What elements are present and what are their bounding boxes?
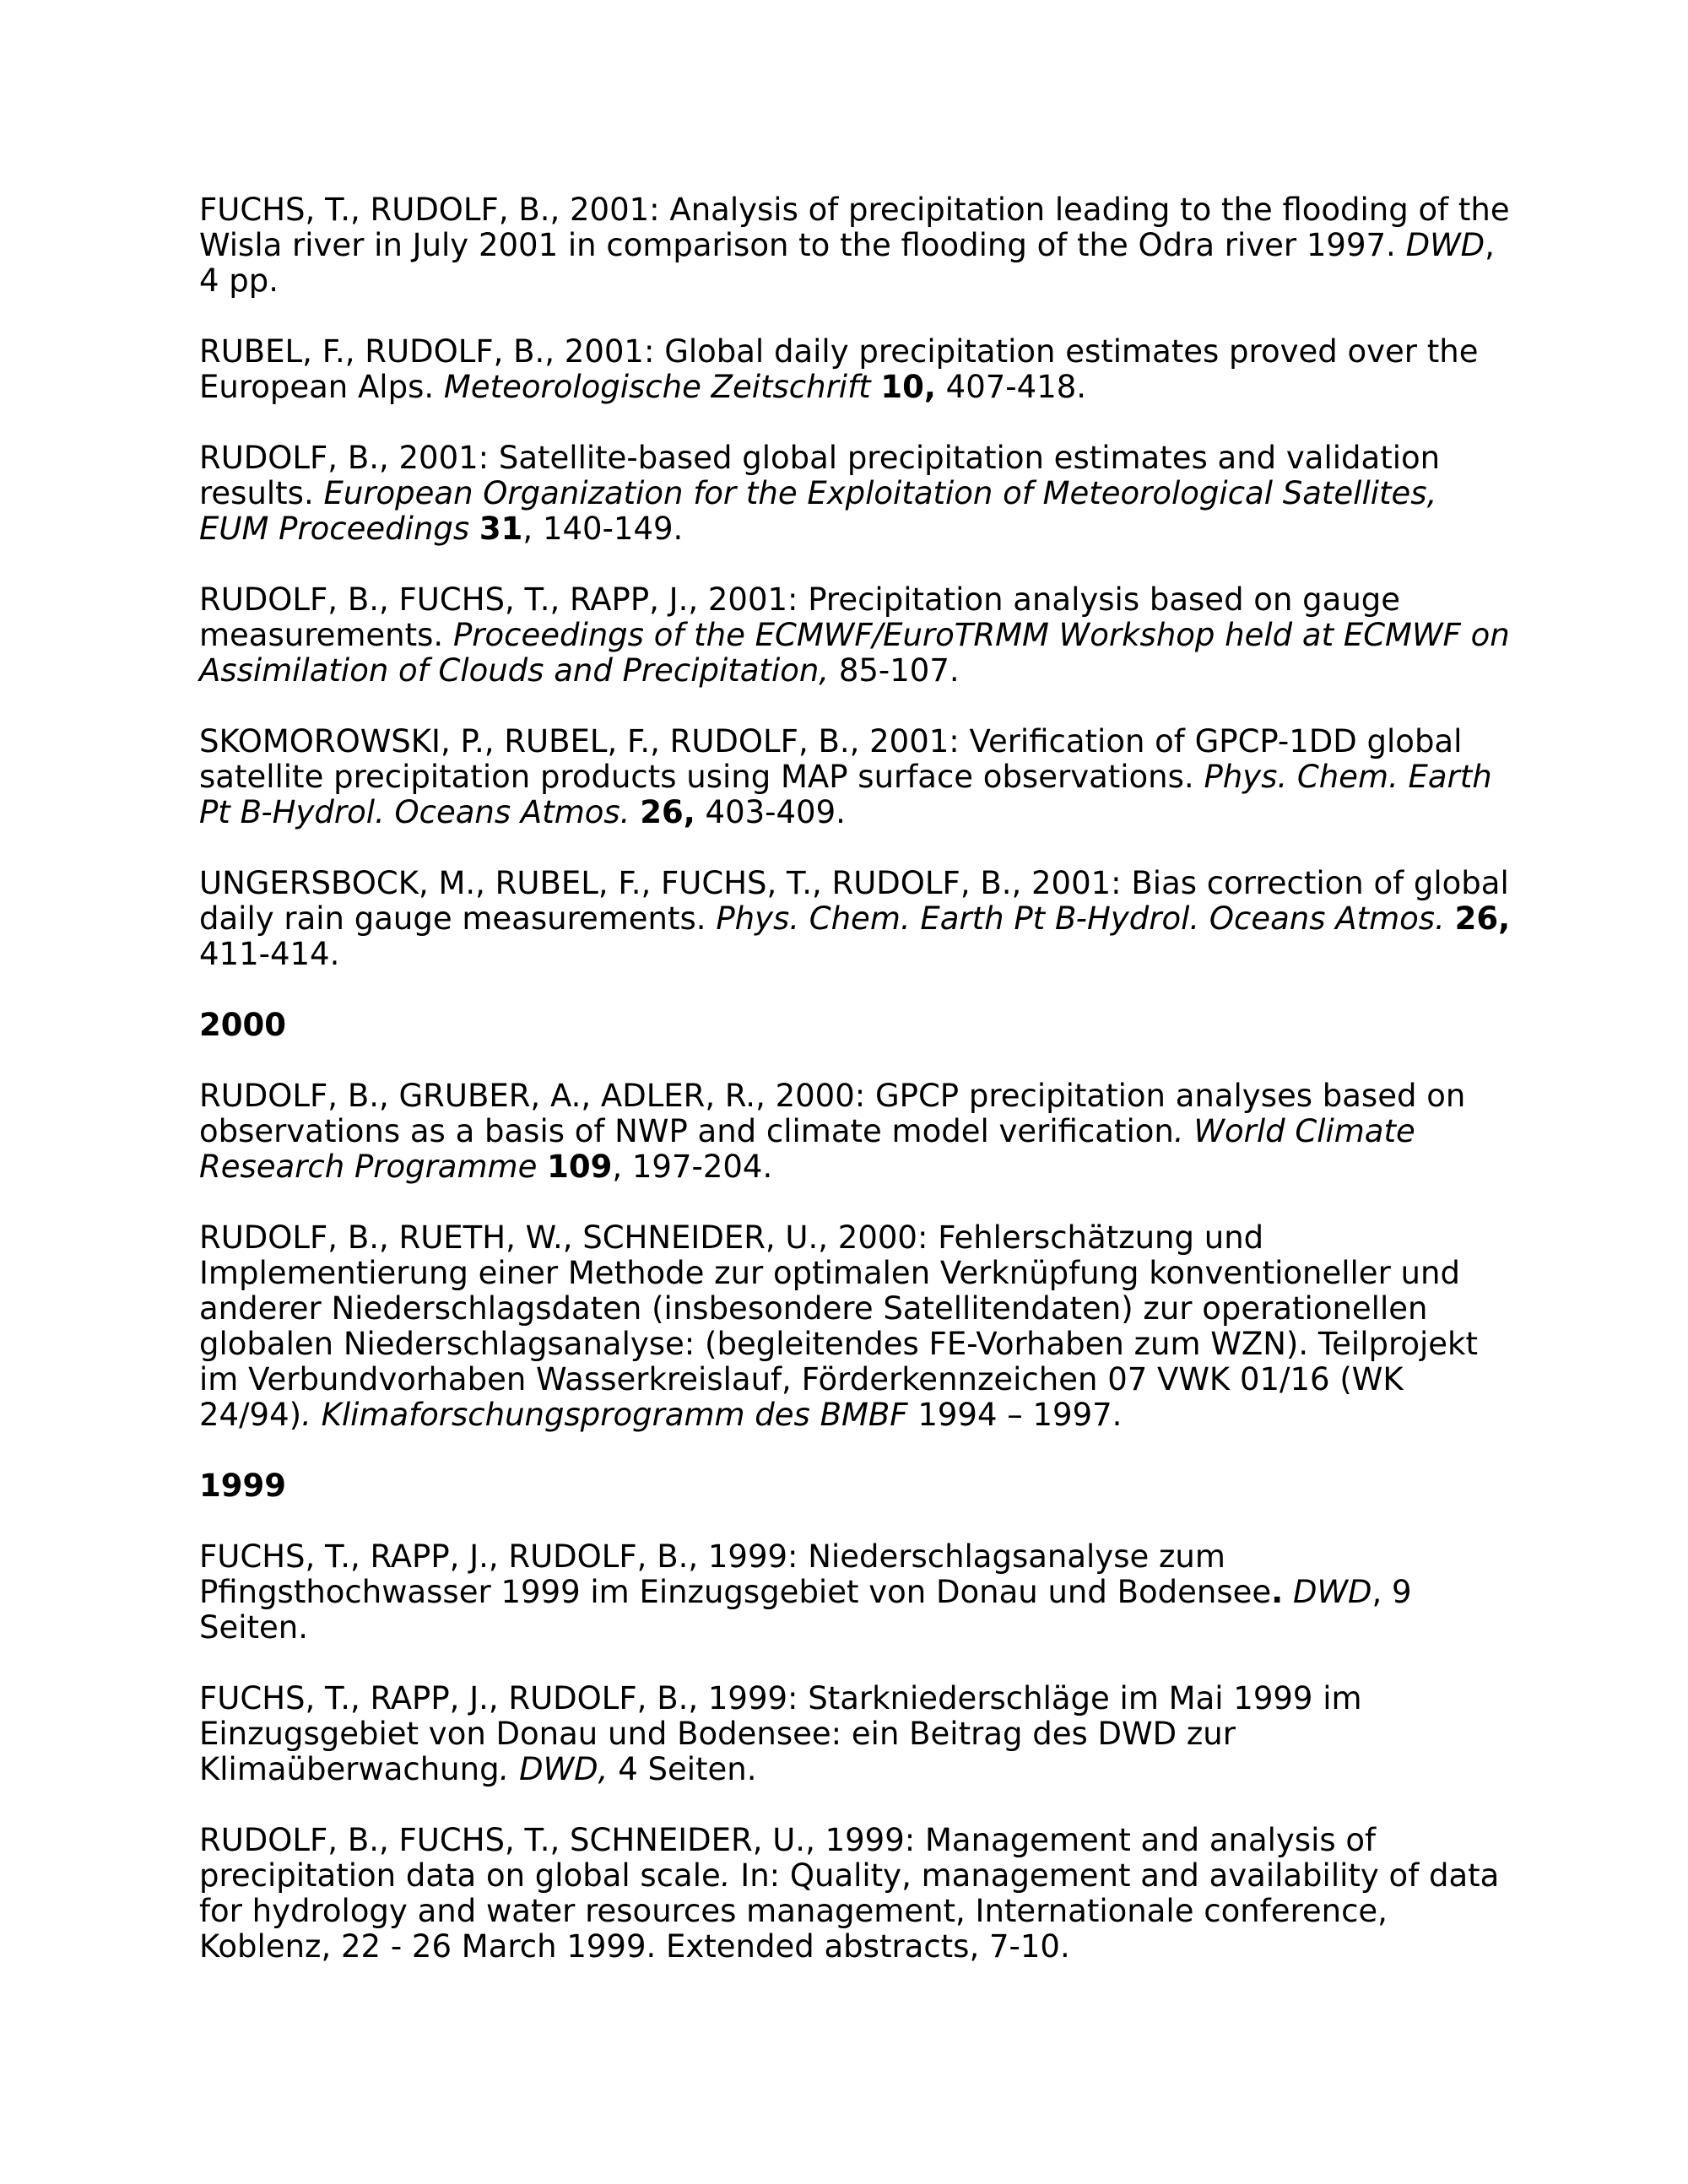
volume-number: 109 xyxy=(547,1149,613,1185)
journal-title: Phys. Chem. Earth Pt B-Hydrol. Oceans Atmos. xyxy=(716,900,1445,937)
reference-text: FUCHS, T., RAPP, J., RUDOLF, B., 1999: Starkniederschläge im Mai 1999 im Einzugsgebiet von Donau und Bodensee: ein Beitrag des DWD zur Klimaüberwachung xyxy=(199,1680,1362,1787)
journal-title: . DWD, xyxy=(499,1751,609,1787)
reference-text: FUCHS, T., RAPP, J., RUDOLF, B., 1999: Niederschlagsanalyse zum Pfingsthochwasser 1999 im Einzugsgebiet von Donau und Bodensee xyxy=(199,1538,1272,1610)
year-text: 1999 xyxy=(199,1468,286,1504)
volume-number: 31 xyxy=(479,511,523,547)
year-heading xyxy=(199,1008,1516,1043)
reference-text: UNGERSBOCK, M., RUBEL, F., FUCHS, T., RUDOLF, B., 2001: Bias correction of global daily rain gauge measurements. xyxy=(199,865,1509,937)
reference-entry xyxy=(199,334,1516,405)
journal-title: Phys. Chem. Earth Pt B-Hydrol. Oceans Atmos. xyxy=(199,759,1492,830)
reference-text: , 197-204. xyxy=(612,1149,773,1185)
reference-text: RUDOLF, B., FUCHS, T., RAPP, J., 2001: Precipitation analysis based on gauge measurements. xyxy=(199,581,1401,653)
reference-text: RUDOLF, B., GRUBER, A., ADLER, R., 2000: GPCP precipitation analyses based on observations as a basis of NWP and climate model verification xyxy=(199,1078,1466,1149)
reference-text: RUDOLF, B., FUCHS, T., SCHNEIDER, U., 1999: Management and analysis of precipitation data on global scale xyxy=(199,1822,1377,1894)
volume-number: 10, xyxy=(880,369,936,405)
reference-text: 1994 – 1997. xyxy=(907,1397,1123,1433)
reference-entry xyxy=(199,866,1516,972)
reference-text xyxy=(871,369,881,405)
reference-entry xyxy=(199,1539,1516,1646)
year-text: 2000 xyxy=(199,1007,286,1043)
reference-text xyxy=(630,794,640,830)
reference-entry xyxy=(199,1681,1516,1787)
journal-title: DWD xyxy=(1292,1574,1372,1610)
reference-text: , 140-149. xyxy=(522,511,684,547)
journal-title: . World Climate Research Programme xyxy=(199,1113,1415,1185)
reference-text: RUDOLF, B., RUETH, W., SCHNEIDER, U., 2000: Fehlerschätzung und Implementierung einer Methode zur optimalen Verknüpfung konventioneller und anderer Niederschlagsdaten (insbesondere Satellitendaten) zur operationellen globalen Niederschlagsanalyse: (begleitendes FE-Vorhaben zum WZN). Teilprojekt im Verbundvorhaben Wasserkreislauf, Förderkennzeichen 07 VWK 01/16 (WK 24/94) xyxy=(199,1219,1478,1433)
reference-text: 403-409. xyxy=(695,794,846,830)
reference-list xyxy=(199,192,1516,1965)
journal-title: Meteorologische Zeitschrift xyxy=(443,369,871,405)
journal-title: Proceedings of the ECMWF/EuroTRMM Workshop held at ECMWF on Assimilation of Clouds and Precipitation, xyxy=(199,617,1510,689)
reference-text: In: Quality, management and availability of data for hydrology and water resources management, Internationale conference, Koblenz, 22 - 26 March 1999. Extended abstracts, 7-10. xyxy=(199,1857,1500,1965)
reference-text xyxy=(1445,900,1455,937)
journal-title: DWD xyxy=(1405,227,1485,263)
volume-number: 26, xyxy=(1454,900,1511,937)
reference-text: 411-414. xyxy=(199,936,340,972)
reference-text: 85-107. xyxy=(829,652,960,689)
volume-number: 26, xyxy=(640,794,695,830)
reference-entry xyxy=(199,441,1516,547)
reference-text: , 4 pp. xyxy=(199,227,1495,299)
journal-title: . xyxy=(720,1857,731,1894)
year-heading xyxy=(199,1468,1516,1504)
reference-text: RUDOLF, B., 2001: Satellite-based global precipitation estimates and validation results. xyxy=(199,440,1441,511)
reference-entry xyxy=(199,582,1516,689)
reference-entry xyxy=(199,1220,1516,1433)
reference-entry xyxy=(199,1078,1516,1185)
reference-text xyxy=(1283,1574,1293,1610)
reference-text: 407-418. xyxy=(935,369,1087,405)
reference-text: , 9 Seiten. xyxy=(199,1574,1412,1646)
reference-entry xyxy=(199,1823,1516,1965)
reference-text: 4 Seiten. xyxy=(608,1751,757,1787)
reference-text: FUCHS, T., RUDOLF, B., 2001: Analysis of precipitation leading to the flooding of the Wisla river in July 2001 in comparison to the flooding of the Odra river 1997. xyxy=(199,192,1510,263)
reference-text xyxy=(469,511,479,547)
reference-entry xyxy=(199,724,1516,830)
journal-title: European Organization for the Exploitation of Meteorological Satellites, EUM Proceedings xyxy=(199,475,1437,547)
reference-text xyxy=(537,1149,547,1185)
reference-text: RUBEL, F., RUDOLF, B., 2001: Global daily precipitation estimates proved over the European Alps. xyxy=(199,333,1479,405)
reference-text: SKOMOROWSKI, P., RUBEL, F., RUDOLF, B., 2001: Verification of GPCP-1DD global satellite precipitation products using MAP surface observations. xyxy=(199,723,1463,795)
journal-title: . Klimaforschungsprogramm des BMBF xyxy=(301,1397,908,1433)
reference-entry xyxy=(199,192,1516,299)
volume-number: . xyxy=(1271,1574,1284,1610)
